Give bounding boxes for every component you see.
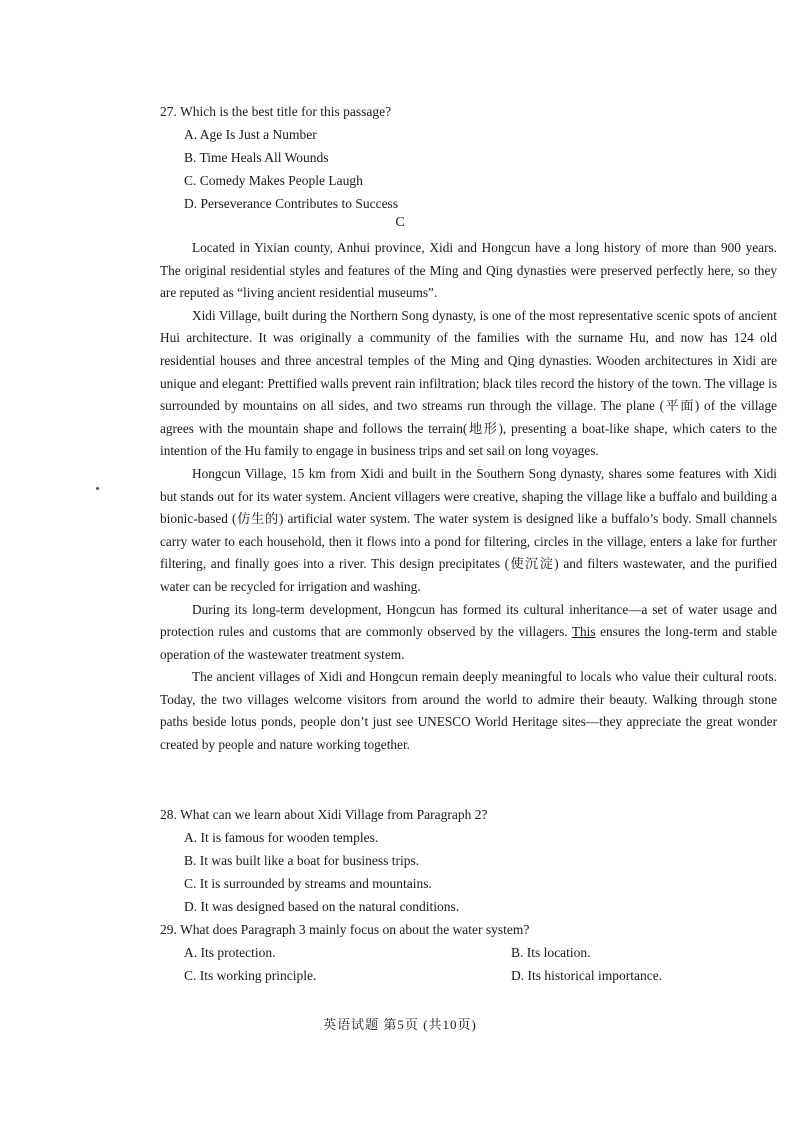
question-28-option-c: C. It is surrounded by streams and mountains. — [184, 876, 432, 891]
passage-paragraph-2: Xidi Village, built during the Northern Song dynasty, is one of the most representative scenic spots of ancient Hui architecture. It was originally a community of the families with the surname Hu, and now has 124 old residential houses and three ancestral temples of the Ming and Qing dynasties. Wooden architectures in Xidi are unique and elegant: Prettified walls prevent rain infiltration; black tiles record the history of the town. The village is surrounded by mountains on all sides, and two streams run through the village. The plane (平面) of the village agrees with the mountain shape and follows the terrain(地形), presenting a boat-like shape, which caters to the intention of the Hu family to engage in business trips and set sail on long voyages. — [160, 307, 777, 459]
question-29-option-c: C. Its working principle. — [184, 968, 317, 983]
paragraph-4-text-start: During its long-term development, Hongcun has formed its cultural inheritance—a set of water usage and protection rules and customs that are commonly observed by the villagers. — [160, 601, 777, 640]
question-27 — [160, 100, 780, 215]
passage-paragraph-5: The ancient villages of Xidi and Hongcun remain deeply meaningful to locals who value their cultural roots. Today, the two villages welcome visitors from around the world to admire their beauty. Walking through stone paths beside lotus ponds, people don’t just see UNESCO World Heritage sites—they appreciate the great wonder created by people and nature working together. — [160, 669, 777, 753]
question-29-option-d: D. Its historical importance. — [511, 968, 663, 983]
question-27-option-b: B. Time Heals All Wounds — [184, 150, 329, 165]
passage-paragraph-1: Located in Yixian county, Anhui province, Xidi and Hongcun have a long history of more than 900 years. The original residential styles and features of the Ming and Qing dynasties were preserved perfectly here, so they are reputed as “living ancient residential museums”. — [160, 240, 777, 301]
question-28-option-d: D. It was designed based on the natural conditions. — [184, 899, 460, 914]
underlined-word-this: This — [571, 624, 596, 640]
section-heading: C — [395, 215, 405, 230]
question-27-option-a: A. Age Is Just a Number — [184, 127, 317, 142]
question-27-option-d: D. Perseverance Contributes to Success — [184, 196, 399, 211]
passage-paragraph-3: Hongcun Village, 15 km from Xidi and built in the Southern Song dynasty, shares some features with Xidi but stands out for its water system. Ancient villagers were creative, shaping the village like a buffalo and building a bionic-based (仿生的) artificial water system. The water system is designed like a buffalo’s body. Small channels carry water to each household, then it flows into a pond for filtering, circles in the village, enters a lake for further filtering, and finally goes into a river. This design precipitates (使沉淀) and filters wastewater, and the purified water can be recycled for irrigation and washing. — [160, 465, 777, 594]
scan-speck — [96, 487, 99, 490]
reading-passage — [160, 237, 777, 757]
passage-paragraph-4 — [160, 599, 777, 667]
question-29-options-row-1 — [160, 941, 780, 964]
question-27-option-c: C. Comedy Makes People Laugh — [184, 173, 363, 188]
paragraph-4-text-end: ensures the long-term and stable operation of the wastewater treatment system. — [160, 624, 777, 662]
page-footer: 英语试题 第5页 (共10页) — [323, 1017, 477, 1032]
question-29-option-b: B. Its location. — [511, 945, 591, 960]
question-29-options-row-2 — [160, 964, 780, 987]
question-28-stem: 28. What can we learn about Xidi Village from Paragraph 2? — [160, 807, 488, 822]
question-29-option-a: A. Its protection. — [184, 945, 276, 960]
questions-28-29 — [160, 803, 780, 987]
question-28-option-a: A. It is famous for wooden temples. — [184, 830, 379, 845]
question-27-stem: 27. Which is the best title for this passage? — [160, 104, 392, 119]
question-29-stem: 29. What does Paragraph 3 mainly focus on about the water system? — [160, 922, 530, 937]
question-28-option-b: B. It was built like a boat for business trips. — [184, 853, 420, 868]
